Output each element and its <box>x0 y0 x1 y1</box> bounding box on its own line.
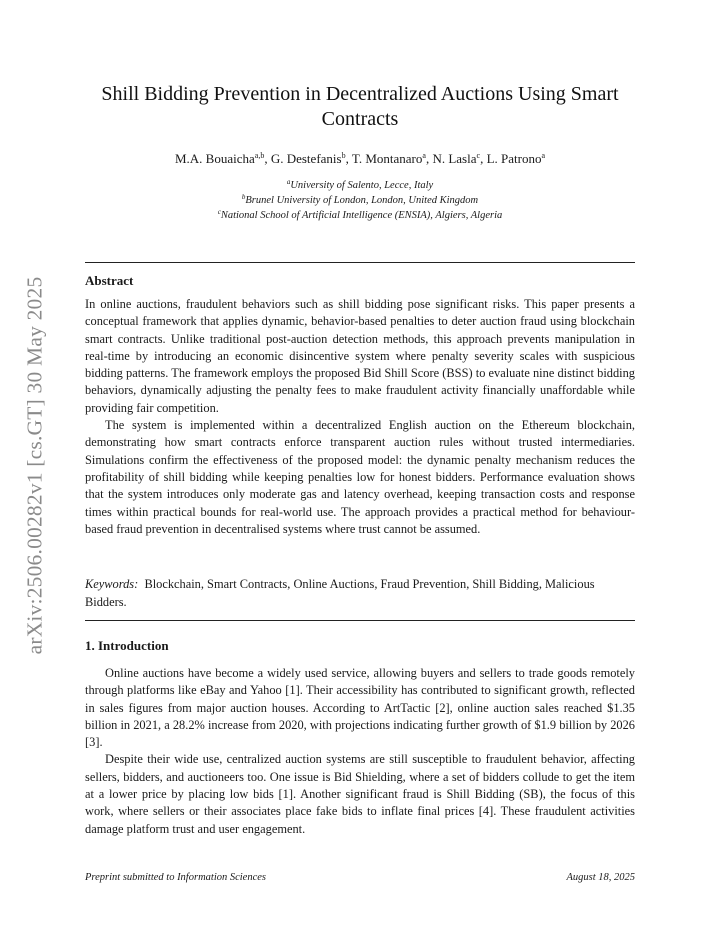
author-affiliation-mark: c <box>476 151 481 160</box>
abstract-top-rule <box>85 262 635 263</box>
author-name: N. Lasla <box>432 151 477 166</box>
section-heading-introduction: 1. Introduction <box>85 638 169 653</box>
paper-title-line-1: Shill Bidding Prevention in Decentralized Auctions Using Smart <box>101 83 619 105</box>
footer-preprint-note: Preprint submitted to Information Sciences <box>85 872 267 883</box>
author-affiliation-mark: b <box>341 151 346 160</box>
affiliation-text: Brunel University of London, London, United Kingdom <box>245 195 479 206</box>
affiliation-mark: c <box>217 208 221 216</box>
author-name: G. Destefanis <box>270 151 342 166</box>
author-name: L. Patrono <box>486 151 542 166</box>
author <box>271 151 352 166</box>
author-name: T. Montanaro <box>351 151 423 166</box>
affiliation-mark: a <box>286 178 291 186</box>
affiliation <box>85 193 635 208</box>
abstract-body <box>85 296 635 538</box>
paper-title-line-2: Contracts <box>321 108 399 130</box>
introduction-paragraph: Online auctions have become a widely used service, allowing buyers and sellers to trade goods remotely through platforms like eBay and Yahoo [1]. Their accessibility has contributed to significant growth, reflected in sales figures from major auction houses. According to ArtTactic [2], online auction sales reached $1.35 billion in 2021, a 28.2% increase from 2020, with projections indicating further growth of $1.9 billion by 2026 [3]. <box>85 666 635 750</box>
author-affiliation-mark: a <box>541 151 546 160</box>
affiliation-list <box>85 178 635 223</box>
author-separator: , <box>345 151 352 166</box>
abstract-heading: Abstract <box>85 273 134 288</box>
author <box>175 151 271 166</box>
abstract-paragraph: The system is implemented within a decentralized English auction on the Ethereum blockchain, demonstrating how smart contracts enforce transparent auction rules without trusted intermediaries. Simulations confirm the effectiveness of the proposed model: the dynamic penalty mechanism reduces the profitability of shill bidding while keeping penalties low for honest bidders. Performance evaluation shows that the system introduces only moderate gas and latency overhead, keeping transaction costs and response times within practical bounds for real-world use. The approach provides a practical method for behaviour-based fraud prevention in decentralised systems where trust cannot be assumed. <box>85 418 635 536</box>
keywords-label: Keywords: <box>85 577 139 591</box>
author-separator: , <box>480 151 487 166</box>
author <box>352 151 433 166</box>
arxiv-identifier-margin <box>17 258 53 673</box>
abstract-bottom-rule <box>85 620 635 621</box>
affiliation <box>85 178 635 193</box>
footer-date: August 18, 2025 <box>566 872 635 883</box>
author-separator: , <box>264 151 271 166</box>
keywords <box>85 576 635 611</box>
introduction-body <box>85 665 635 838</box>
paper-title <box>85 82 635 132</box>
affiliation-text: National School of Artificial Intelligence (ENSIA), Algiers, Algeria <box>220 210 503 221</box>
author-name: M.A. Bouaicha <box>174 151 255 166</box>
affiliation <box>85 208 635 223</box>
author-list <box>85 151 635 167</box>
keywords-text: Blockchain, Smart Contracts, Online Auctions, Fraud Prevention, Shill Bidding, Malicious Bidders. <box>85 577 595 609</box>
arxiv-identifier: arXiv:2506.00282v1 [cs.GT] 30 May 2025 <box>22 276 47 655</box>
author <box>487 151 545 166</box>
author-affiliation-mark: a,b <box>254 151 265 160</box>
abstract-paragraph: In online auctions, fraudulent behaviors such as shill bidding pose significant risks. This paper presents a conceptual framework that applies dynamic, behavior-based penalties to deter auction fraud using blockchain smart contracts. Unlike traditional post-auction detection methods, this approach prevents manipulation in real-time by introducing an economic disincentive system where penalty severity scales with suspicious bidding patterns. The framework employs the proposed Bid Shill Score (BSS) to evaluate nine distinct bidding behaviors, dynamically adjusting the penalty fees to make fraudulent activity financially unaffordable while providing fair competition. <box>85 297 635 415</box>
affiliation-text: University of Salento, Lecce, Italy <box>290 180 434 191</box>
author-affiliation-mark: a <box>422 151 426 160</box>
introduction-paragraph: Despite their wide use, centralized auction systems are still susceptible to fraudulent behavior, affecting sellers, bidders, and auctioneers too. One issue is Bid Shielding, where a set of bidders collude to get the item at a lower price by placing low bids [1]. Another significant fraud is Shill Bidding (SB), the focus of this work, where sellers or their associates place fake bids to inflate final prices [4]. These fraudulent activities damage platform trust and user engagement. <box>85 752 635 836</box>
author-separator: , <box>425 151 433 166</box>
affiliation-mark: b <box>241 193 246 201</box>
author <box>432 151 486 166</box>
